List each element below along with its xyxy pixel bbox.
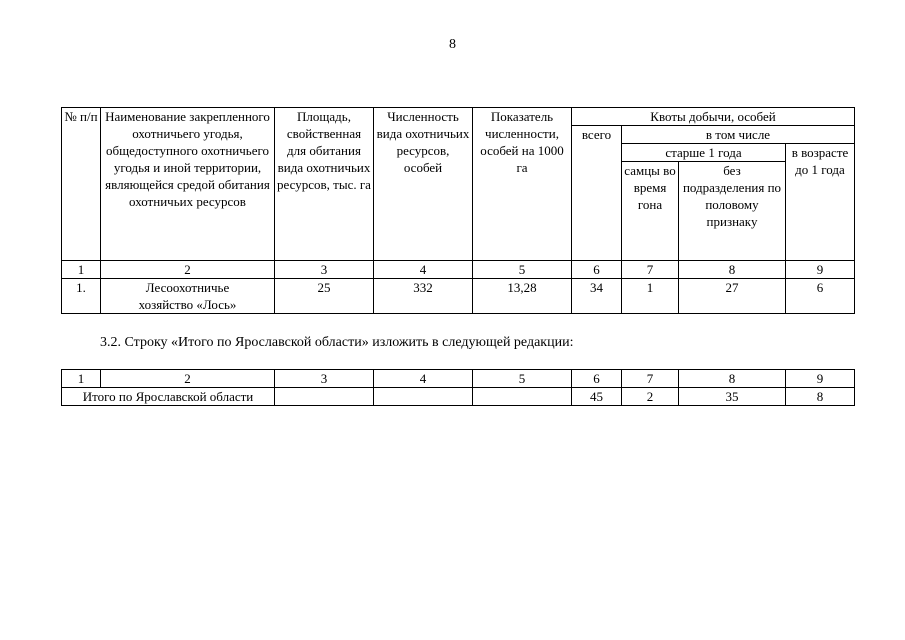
header-index: Показатель численности, особей на 1000 га bbox=[473, 108, 572, 261]
column-number-row bbox=[62, 261, 855, 279]
row-count: 332 bbox=[374, 279, 473, 314]
row-no-sex: 27 bbox=[679, 279, 786, 314]
col-num-4: 4 bbox=[374, 261, 473, 279]
row-name-line2: хозяйство «Лось» bbox=[138, 297, 237, 312]
total-count bbox=[374, 388, 473, 406]
header-num: № п/п bbox=[62, 108, 101, 261]
col-num-3: 3 bbox=[275, 261, 374, 279]
col-num-6: 6 bbox=[572, 261, 622, 279]
total-col-num-3: 3 bbox=[275, 370, 374, 388]
header-row-1 bbox=[62, 108, 855, 126]
table-row bbox=[62, 279, 855, 314]
col-num-5: 5 bbox=[473, 261, 572, 279]
header-name: Наименование закрепленного охотничьего угодья, общедоступного охотничьего угодья и иной территории, являющейся средой обитания охотничьих ресурсов bbox=[101, 108, 275, 261]
total-col-num-8: 8 bbox=[679, 370, 786, 388]
total-young: 8 bbox=[786, 388, 855, 406]
header-young: в возрасте до 1 года bbox=[786, 144, 855, 261]
total-label: Итого по Ярославской области bbox=[62, 388, 275, 406]
row-name-line1: Лесоохотничье bbox=[145, 280, 230, 295]
header-including: в том числе bbox=[622, 126, 855, 144]
row-name bbox=[101, 279, 275, 314]
header-males: самцы во время гона bbox=[622, 162, 679, 261]
row-index: 13,28 bbox=[473, 279, 572, 314]
header-area: Площадь, свойственная для обитания вида охотничьих ресурсов, тыс. га bbox=[275, 108, 374, 261]
total-col-num-2: 2 bbox=[101, 370, 275, 388]
total-column-number-row bbox=[62, 370, 855, 388]
row-young: 6 bbox=[786, 279, 855, 314]
total-table bbox=[61, 369, 855, 406]
total-col-num-1: 1 bbox=[62, 370, 101, 388]
col-num-2: 2 bbox=[101, 261, 275, 279]
row-total: 34 bbox=[572, 279, 622, 314]
total-col-num-4: 4 bbox=[374, 370, 473, 388]
total-col-num-9: 9 bbox=[786, 370, 855, 388]
total-males: 2 bbox=[622, 388, 679, 406]
header-total: всего bbox=[572, 126, 622, 261]
total-area bbox=[275, 388, 374, 406]
row-area: 25 bbox=[275, 279, 374, 314]
col-num-9: 9 bbox=[786, 261, 855, 279]
total-no-sex: 35 bbox=[679, 388, 786, 406]
total-index bbox=[473, 388, 572, 406]
total-col-num-6: 6 bbox=[572, 370, 622, 388]
total-total: 45 bbox=[572, 388, 622, 406]
header-no-sex: без подразделения по половому признаку bbox=[679, 162, 786, 261]
header-count: Численность вида охотничьих ресурсов, особей bbox=[374, 108, 473, 261]
quota-table bbox=[61, 107, 855, 314]
total-col-num-5: 5 bbox=[473, 370, 572, 388]
col-num-1: 1 bbox=[62, 261, 101, 279]
col-num-7: 7 bbox=[622, 261, 679, 279]
page-number: 8 bbox=[449, 37, 456, 52]
total-row bbox=[62, 388, 855, 406]
header-quota: Квоты добычи, особей bbox=[572, 108, 855, 126]
amendment-paragraph: 3.2. Строку «Итого по Ярославской области» изложить в следующей редакции: bbox=[100, 335, 574, 350]
row-num: 1. bbox=[62, 279, 101, 314]
header-older: старше 1 года bbox=[622, 144, 786, 162]
col-num-8: 8 bbox=[679, 261, 786, 279]
total-col-num-7: 7 bbox=[622, 370, 679, 388]
row-males: 1 bbox=[622, 279, 679, 314]
